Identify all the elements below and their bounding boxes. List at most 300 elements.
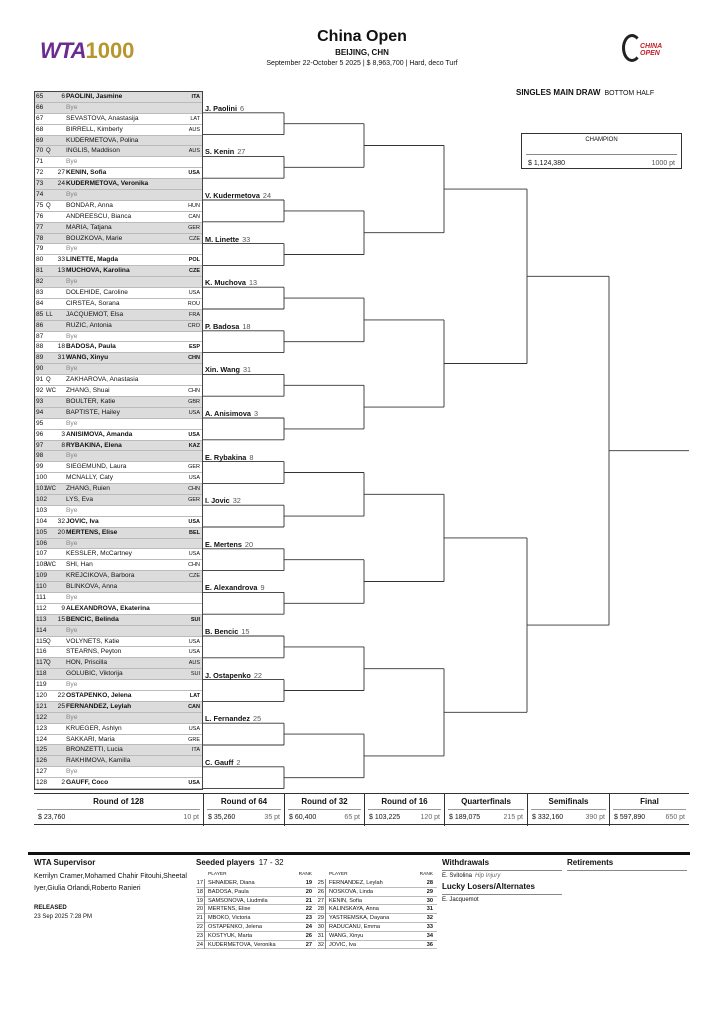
draw-row	[35, 735, 202, 746]
seeded-row: 31 WANG, Xinyu 34	[317, 932, 437, 941]
player-name: Bye	[66, 506, 78, 514]
player-name: HON, Priscilla	[66, 659, 108, 667]
player-name: MCNALLY, Caty	[66, 474, 114, 482]
retirements-section	[567, 858, 687, 871]
withdrawals-section	[442, 858, 562, 879]
round-points: 120 pt	[420, 814, 440, 821]
draw-row	[35, 397, 202, 408]
player-country: GER	[188, 224, 200, 231]
supervisor-title: WTA Supervisor	[34, 858, 96, 867]
player-country: CZE	[189, 573, 200, 580]
draw-position: 77	[36, 223, 44, 231]
player-name: LYS, Eva	[66, 495, 93, 503]
draw-row	[35, 571, 202, 582]
round-points: 10 pt	[183, 814, 199, 821]
draw-position: 106	[36, 539, 48, 547]
seed-number: 18	[57, 343, 65, 351]
round-points: 650 pt	[665, 814, 685, 821]
round-of-64-winner: S. Kenin 27	[205, 147, 246, 157]
player-name: LINETTE, Magda	[66, 256, 119, 264]
player-name: Bye	[66, 419, 78, 427]
supervisor-section	[34, 858, 194, 920]
player-name: Bye	[66, 158, 78, 166]
draw-row	[35, 103, 202, 114]
draw-row	[35, 419, 202, 430]
draw-row	[35, 114, 202, 125]
draw-position: 68	[36, 125, 44, 133]
first-round-draw	[34, 91, 203, 790]
round-label: Final	[640, 797, 659, 806]
player-name: ZHANG, Ruien	[66, 485, 110, 493]
round-prize: $ 597,890	[614, 814, 646, 821]
seeded-row: 29 YASTREMSKA, Dayana 32	[317, 914, 437, 923]
player-country: CZE	[189, 268, 200, 275]
player-name: SIEGEMUND, Laura	[66, 463, 127, 471]
draw-position: 86	[36, 321, 44, 329]
player-name: SEVASTOVA, Anastasija	[66, 114, 139, 122]
round-of-64-winner: E. Mertens 20	[205, 539, 254, 549]
draw-row	[35, 179, 202, 190]
player-name: VOLYNETS, Katie	[66, 637, 120, 645]
draw-position: 103	[36, 506, 48, 514]
draw-position: 100	[36, 474, 48, 482]
supervisor-names: Kerrilyn Cramer,Mohamed Chahir Fitouhi,Sheetal Iyer,Giulia Orlandi,Roberto Ranieri	[34, 873, 187, 892]
draw-position: 102	[36, 495, 48, 503]
player-country: USA	[188, 725, 200, 732]
retirements-title: Retirements	[567, 858, 614, 867]
seed-number: 8	[61, 441, 65, 449]
released-date: 23 Sep 2025 7:28 PM	[34, 914, 93, 920]
lucky-losers-section	[442, 882, 562, 903]
draw-row	[35, 539, 202, 550]
player-name: KREJCIKOVA, Barbora	[66, 572, 135, 580]
draw-row	[35, 266, 202, 277]
player-country: POL	[188, 257, 200, 264]
entry-status: Q	[46, 202, 51, 209]
player-name: ANDREESCU, Bianca	[66, 212, 132, 220]
seeded-row: 19 SAMSONOVA, Liudmila 21	[196, 897, 316, 906]
seed-number: 2	[61, 779, 65, 787]
draw-row	[35, 691, 202, 702]
player-country: AUS	[188, 148, 200, 155]
draw-position: 76	[36, 212, 44, 220]
player-name: BRONZETTI, Lucia	[66, 746, 123, 754]
round-prize: $ 60,400	[289, 814, 317, 821]
player-name: BLINKOVA, Anna	[66, 583, 118, 591]
player-country: GRE	[188, 736, 200, 743]
round-points: 390 pt	[585, 814, 605, 821]
draw-position: 98	[36, 452, 44, 460]
seeded-row: 20 MERTENS, Elise 22	[196, 905, 316, 914]
draw-row	[35, 506, 202, 517]
withdrawal-entry: E. Svitolina Hip Injury	[442, 873, 501, 879]
player-country: CRO	[187, 322, 200, 329]
player-country: ROU	[187, 300, 200, 307]
draw-row	[35, 778, 202, 789]
player-country: USA	[188, 518, 200, 525]
player-country: KAZ	[188, 442, 200, 449]
player-name: JACQUEMOT, Elsa	[66, 310, 124, 318]
player-name: ALEXANDROVA, Ekaterina	[66, 604, 150, 612]
seeded-row: 32 JOVIC, Iva 36	[317, 941, 437, 950]
draw-position: 110	[36, 583, 47, 591]
player-name: KENIN, Sofia	[66, 169, 107, 177]
player-country: ESP	[188, 344, 200, 351]
player-name: Bye	[66, 103, 78, 111]
lucky-losers-title: Lucky Losers/Alternates	[442, 882, 535, 891]
player-name: RAKHIMOVA, Kamilla	[66, 757, 131, 765]
draw-position: 82	[36, 278, 44, 286]
draw-position: 127	[36, 768, 48, 776]
seeded-row: 24 KUDERMETOVA, Veronika 27	[196, 941, 316, 950]
player-name: WANG, Xinyu	[66, 354, 109, 362]
player-country: CHN	[188, 562, 200, 569]
draw-row	[35, 756, 202, 767]
champion-points: 1000 pt	[651, 160, 675, 167]
draw-row	[35, 430, 202, 441]
draw-row	[35, 462, 202, 473]
round-column	[444, 794, 527, 826]
round-label: Semifinals	[548, 797, 589, 806]
player-country: USA	[188, 551, 200, 558]
round-of-64-winner: J. Paolini 6	[205, 103, 245, 113]
round-column	[609, 794, 689, 826]
round-column	[364, 794, 444, 826]
round-of-64-winner: C. Gauff 2	[205, 757, 241, 767]
player-name: BENCIC, Belinda	[66, 615, 119, 623]
draw-position: 66	[36, 103, 44, 111]
player-name: BAPTISTE, Hailey	[66, 408, 120, 416]
player-name: Bye	[66, 539, 78, 547]
draw-row	[35, 767, 202, 778]
seeded-row: 27 KENIN, Sofia 30	[317, 897, 437, 906]
draw-row	[35, 408, 202, 419]
draw-title: SINGLES MAIN DRAW BOTTOM HALF	[516, 88, 655, 97]
player-country: AUS	[188, 660, 200, 667]
draw-position: 91	[36, 376, 44, 384]
seeded-row: 18 BADOSA, Paula 20	[196, 888, 316, 897]
draw-row	[35, 321, 202, 332]
player-country: ITA	[191, 94, 200, 100]
draw-position: 80	[36, 256, 44, 264]
player-name: Bye	[66, 626, 78, 634]
player-name: GAUFF, Coco	[66, 779, 109, 787]
draw-position: 119	[36, 681, 47, 689]
player-country: FRA	[189, 311, 200, 318]
draw-position: 67	[36, 114, 44, 122]
seeded-row: 28 KALINSKAYA, Anna 31	[317, 905, 437, 914]
draw-row	[35, 244, 202, 255]
round-label: Round of 64	[220, 797, 268, 806]
player-name: Bye	[66, 713, 78, 721]
draw-position: 114	[36, 626, 47, 634]
player-name: KRUEGER, Ashlyn	[66, 724, 122, 732]
draw-row	[35, 201, 202, 212]
draw-position: 75	[36, 201, 44, 209]
draw-position: 65	[36, 93, 44, 100]
player-name: Bye	[66, 191, 78, 199]
player-name: CIRSTEA, Sorana	[66, 299, 120, 307]
draw-row	[35, 190, 202, 201]
player-country: AUS	[188, 126, 200, 133]
draw-position: 74	[36, 191, 44, 199]
player-country: HUN	[188, 202, 200, 209]
draw-position: 122	[36, 713, 48, 721]
draw-row	[35, 375, 202, 386]
withdrawals-title: Withdrawals	[442, 858, 490, 867]
seed-number: 24	[57, 180, 65, 188]
draw-position: 104	[36, 517, 48, 525]
draw-row	[35, 288, 202, 299]
entry-status: LL	[46, 311, 53, 318]
round-points: 35 pt	[264, 814, 280, 821]
seed-number: 15	[57, 615, 65, 623]
tournament-title: China Open	[317, 28, 407, 45]
draw-position: 128	[36, 779, 48, 787]
draw-row	[35, 299, 202, 310]
draw-row	[35, 637, 202, 648]
seeded-column: PLAYER RANK 25 FERNANDEZ, Leylah 28 26 NOSKOVA, Linda 29 27 KENIN, Sofia 30 28 KALINSKAYA, Anna 31 29 YASTREMSKA, Dayana 32 30 RADUCANU, Emma 33 31 WANG, Xinyu 34 32 JOVIC, Iva 36	[317, 872, 437, 949]
player-country: BEL	[189, 529, 200, 536]
draw-row	[35, 441, 202, 452]
draw-row	[35, 615, 202, 626]
player-country: USA	[188, 409, 200, 416]
player-name: MUCHOVA, Karolina	[66, 267, 130, 275]
entry-status: WC	[46, 562, 56, 569]
draw-position: 83	[36, 289, 44, 297]
round-of-64-winner: K. Muchova 13	[205, 278, 258, 288]
footer-divider	[28, 852, 690, 855]
draw-position: 88	[36, 343, 44, 351]
draw-row	[35, 713, 202, 724]
seed-number: 20	[57, 528, 65, 536]
draw-row	[35, 310, 202, 321]
round-prize: $ 103,225	[369, 814, 401, 821]
seed-number: 32	[57, 517, 65, 525]
draw-row	[35, 647, 202, 658]
player-country: USA	[188, 780, 200, 787]
draw-row	[35, 604, 202, 615]
draw-row	[35, 451, 202, 462]
draw-row	[35, 593, 202, 604]
player-name: SAKKARI, Maria	[66, 735, 115, 743]
draw-row	[35, 212, 202, 223]
round-of-64-winner: V. Kudermetova 24	[205, 191, 272, 200]
draw-position: 105	[36, 528, 48, 536]
player-name: RYBAKINA, Elena	[66, 441, 122, 449]
round-of-64-winner: Xin. Wang 31	[205, 365, 252, 375]
draw-row	[35, 702, 202, 713]
player-name: MERTENS, Elise	[66, 528, 118, 536]
seeded-row: 25 FERNANDEZ, Leylah 28	[317, 879, 437, 888]
player-country: USA	[188, 431, 200, 438]
seed-number: 9	[61, 604, 65, 612]
player-country: ITA	[191, 747, 200, 754]
draw-position: 90	[36, 365, 44, 373]
draw-row	[35, 255, 202, 266]
entry-status: Q	[46, 148, 51, 155]
player-country: USA	[188, 638, 200, 645]
draw-row	[35, 332, 202, 343]
player-country: USA	[188, 475, 200, 482]
round-points: 65 pt	[344, 814, 360, 821]
draw-position: 79	[36, 245, 44, 253]
draw-row	[35, 136, 202, 147]
round-of-64-winner: M. Linette 33	[205, 234, 251, 244]
round-of-64-winner: E. Rybakina 8	[205, 452, 254, 462]
draw-position: 96	[36, 430, 44, 438]
player-name: Bye	[66, 452, 78, 460]
draw-row	[35, 234, 202, 245]
draw-row	[35, 495, 202, 506]
round-of-64-winner: P. Badosa 18	[205, 321, 251, 331]
draw-row	[35, 669, 202, 680]
seed-number: 13	[57, 267, 65, 275]
player-country: USA	[188, 649, 200, 656]
round-label: Round of 128	[93, 797, 144, 806]
entry-status: WC	[46, 486, 56, 493]
round-of-64-winner: A. Anisimova 3	[205, 409, 259, 418]
draw-position: 70	[36, 147, 44, 155]
draw-row	[35, 658, 202, 669]
round-prize-table	[34, 793, 689, 825]
entry-status: Q	[46, 377, 51, 384]
draw-position: 113	[36, 615, 47, 623]
draw-position: 123	[36, 724, 48, 732]
draw-row	[35, 484, 202, 495]
round-prize: $ 332,160	[532, 814, 564, 821]
player-name: RUZIC, Antonia	[66, 321, 112, 329]
player-name: ZHANG, Shuai	[66, 387, 110, 395]
player-name: KESSLER, McCartney	[66, 550, 132, 558]
draw-position: 97	[36, 441, 44, 449]
player-name: MARIA, Tatjana	[66, 223, 112, 231]
seeded-row: 17 SHNAIDER, Diana 19	[196, 879, 316, 888]
draw-position: 125	[36, 746, 48, 754]
draw-position: 111	[36, 593, 47, 601]
draw-position: 89	[36, 354, 44, 362]
player-name: INGLIS, Maddison	[66, 147, 120, 155]
round-of-64-winner: B. Bencic 15	[205, 627, 250, 636]
player-country: SUI	[190, 671, 200, 678]
seeded-players-section	[196, 858, 438, 948]
player-name: JOVIC, Iva	[66, 517, 99, 525]
draw-row	[35, 277, 202, 288]
draw-row	[35, 582, 202, 593]
lucky-loser-entry: E. Jacquemot	[442, 897, 479, 903]
seed-number: 31	[57, 354, 65, 362]
seeded-column: PLAYER RANK 17 SHNAIDER, Diana 19 18 BADOSA, Paula 20 19 SAMSONOVA, Liudmila 21 20 MERTENS, Elise 22 21 MBOKO, Victoria 23 22 OSTAPENKO, Jelena 24 23 KOSTYUK, Marta 26 24 KUDERMETOVA, Veronika 27	[196, 872, 316, 949]
seed-number: 6	[61, 93, 65, 100]
round-of-64-winner: L. Fernandez 25	[205, 714, 262, 724]
draw-row	[35, 342, 202, 353]
round-prize: $ 35,260	[208, 814, 236, 821]
seed-number: 3	[61, 430, 65, 438]
draw-position: 87	[36, 332, 44, 340]
player-name: FERNANDEZ, Leylah	[66, 702, 132, 710]
player-country: CAN	[188, 703, 200, 710]
china-open-logo: CHINA OPEN	[612, 32, 682, 68]
draw-row	[35, 92, 202, 103]
entry-status: WC	[46, 388, 56, 395]
draw-position: 118	[36, 670, 47, 678]
wta-1000-logo: WTA1000	[40, 38, 135, 63]
entry-status: Q	[46, 660, 51, 667]
round-points: 215 pt	[503, 814, 523, 821]
seeded-row: 21 MBOKO, Victoria 23	[196, 914, 316, 923]
round-of-64-winner: I. Jovic 32	[205, 496, 241, 506]
seed-number: 25	[57, 702, 65, 710]
draw-position: 116	[36, 648, 47, 656]
draw-position: 120	[36, 691, 48, 699]
draw-position: 126	[36, 757, 48, 765]
player-country: LAT	[189, 692, 200, 699]
player-name: KUDERMETOVA, Polina	[66, 136, 139, 144]
draw-position: 78	[36, 234, 44, 242]
draw-position: 85	[36, 310, 44, 318]
draw-position: 94	[36, 408, 44, 416]
draw-position: 81	[36, 267, 44, 275]
player-name: GOLUBIC, Viktorija	[66, 670, 123, 678]
player-name: STEARNS, Peyton	[66, 648, 122, 656]
player-name: Bye	[66, 593, 78, 601]
draw-row	[35, 364, 202, 375]
seeded-row: 22 OSTAPENKO, Jelena 24	[196, 923, 316, 932]
draw-row	[35, 626, 202, 637]
draw-position: 93	[36, 397, 44, 405]
player-country: GER	[188, 464, 200, 471]
draw-row	[35, 517, 202, 528]
draw-row	[35, 745, 202, 756]
champion-label: CHAMPION	[585, 137, 618, 143]
entry-status: Q	[46, 638, 51, 645]
round-of-64-winner: J. Ostapenko 22	[205, 670, 262, 680]
draw-row	[35, 146, 202, 157]
draw-row	[35, 168, 202, 179]
player-name: BOUZKOVA, Marie	[66, 234, 123, 242]
player-name: DOLEHIDE, Caroline	[66, 289, 128, 297]
draw-position: 92	[36, 387, 44, 395]
player-name: Bye	[66, 332, 78, 340]
draw-row	[35, 724, 202, 735]
seeded-title: Seeded players 17 - 32	[196, 858, 284, 867]
draw-position: 117	[36, 659, 47, 667]
player-name: ANISIMOVA, Amanda	[66, 430, 133, 438]
player-name: Bye	[66, 768, 78, 776]
round-of-64-winner: E. Alexandrova 9	[205, 583, 265, 593]
draw-position: 124	[36, 735, 48, 743]
player-country: USA	[188, 290, 200, 297]
draw-row	[35, 680, 202, 691]
draw-row	[35, 528, 202, 539]
draw-position: 107	[36, 550, 48, 558]
draw-position: 112	[36, 604, 47, 612]
draw-position: 71	[36, 158, 44, 166]
draw-position: 73	[36, 180, 44, 188]
player-name: ZAKHAROVA, Anastasia	[66, 376, 139, 384]
player-country: CHN	[188, 388, 200, 395]
player-name: KUDERMETOVA, Veronika	[66, 180, 149, 188]
player-name: Bye	[66, 245, 78, 253]
draw-row	[35, 386, 202, 397]
draw-position: 108	[36, 561, 48, 569]
draw-position: 95	[36, 419, 44, 427]
player-country: LAT	[190, 115, 200, 122]
seed-number: 22	[57, 691, 65, 699]
round-column	[34, 794, 203, 826]
round-label: Round of 16	[381, 797, 428, 806]
draw-position: 101	[36, 485, 48, 493]
